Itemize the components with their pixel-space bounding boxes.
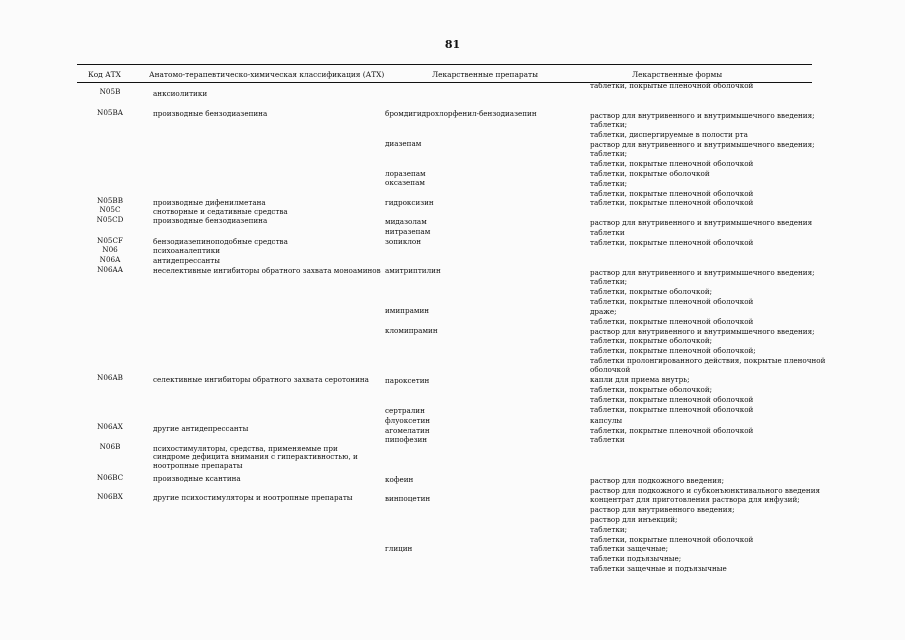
atc-classification: другие антидепрессанты — [153, 424, 249, 433]
dosage-form: таблетки, покрытые пленочной оболочкой — [590, 297, 754, 306]
drug-name: гидроксизин — [385, 198, 434, 207]
dosage-form: таблетки, покрытые пленочной оболочкой — [590, 405, 754, 414]
header-forms: Лекарственные формы — [632, 70, 723, 79]
dosage-form: таблетки, покрытые пленочной оболочкой — [590, 198, 754, 207]
dosage-form: драже; — [590, 307, 617, 316]
drug-name: глицин — [385, 544, 413, 553]
atc-classification: психостимуляторы, средства, применяемые при синдроме дефицита внимания с гиперактивностью, и ноотропные препараты — [153, 444, 358, 470]
dosage-form: раствор для подкожного введения; — [590, 476, 724, 485]
atc-classification: психоаналептики — [153, 246, 221, 255]
dosage-form: таблетки, покрытые пленочной оболочкой — [590, 81, 754, 90]
dosage-form: капсулы — [590, 416, 623, 425]
atc-code: N05B — [99, 87, 121, 96]
dosage-form: таблетки, покрытые оболочкой; — [590, 336, 713, 345]
dosage-form: раствор для внутривенного введения; — [590, 505, 735, 514]
dosage-form: таблетки, покрытые пленочной оболочкой — [590, 189, 754, 198]
atc-classification: производные бензодиазепина — [153, 109, 268, 118]
dosage-form: таблетки защечные и подъязычные — [590, 564, 727, 573]
dosage-form: оболочкой — [590, 365, 631, 374]
drug-name: зопиклон — [385, 237, 422, 246]
atc-classification: бензодиазепиноподобные средства — [153, 237, 288, 246]
drug-name: оксазепам — [385, 178, 425, 187]
atc-classification: селективные ингибиторы обратного захвата серотонина — [153, 375, 369, 384]
dosage-form: раствор для инъекций; — [590, 515, 678, 524]
drug-name: пароксетин — [385, 376, 430, 385]
atc-classification: неселективные ингибиторы обратного захвата моноаминов — [153, 266, 381, 275]
drug-name: сертралин — [385, 406, 425, 415]
atc-code: N05BA — [97, 108, 123, 117]
drug-name: винпоцетин — [385, 494, 431, 503]
drug-name: лоразепам — [385, 169, 426, 178]
drug-name: амитриптилин — [385, 266, 441, 275]
dosage-form: раствор для внутривенного и внутримышечного введения; — [590, 327, 815, 336]
dosage-form: таблетки; — [590, 149, 628, 158]
atc-code: N05BB — [97, 196, 123, 205]
drug-name: пипофезин — [385, 435, 428, 444]
dosage-form: таблетки подъязычные; — [590, 554, 682, 563]
dosage-form: капли для приема внутрь; — [590, 375, 690, 384]
atc-classification: производные ксантина — [153, 474, 241, 483]
dosage-form: концентрат для приготовления раствора для инфузий; — [590, 495, 800, 504]
dosage-form: таблетки, покрытые пленочной оболочкой — [590, 395, 754, 404]
dosage-form: таблетки пролонгированного действия, покрытые пленочной — [590, 356, 826, 365]
dosage-form: таблетки, покрытые оболочкой; — [590, 287, 713, 296]
dosage-form: таблетки, покрытые пленочной оболочкой — [590, 317, 754, 326]
atc-classification: анксиолитики — [153, 89, 208, 98]
atc-code: N06A — [99, 255, 121, 264]
atc-classification: производные дифенилметана — [153, 198, 266, 207]
atc-classification: снотворные и седативные средства — [153, 207, 288, 216]
drug-name: агомелатин — [385, 426, 430, 435]
dosage-form: таблетки, диспергируемые в полости рта — [590, 130, 748, 139]
header-drugs: Лекарственные препараты — [432, 70, 538, 79]
drug-name: флуоксетин — [385, 416, 431, 425]
atc-code: N05C — [99, 205, 121, 214]
dosage-form: таблетки, покрытые пленочной оболочкой — [590, 159, 754, 168]
header-code: Код АТХ — [88, 70, 121, 79]
drug-name: кломипрамин — [385, 326, 438, 335]
atc-classification: антидепрессанты — [153, 256, 220, 265]
atc-classification: другие психостимуляторы и ноотропные препараты — [153, 493, 353, 502]
drug-name: кофеин — [385, 475, 414, 484]
dosage-form: таблетки; — [590, 277, 628, 286]
dosage-form: таблетки; — [590, 120, 628, 129]
dosage-form: раствор для внутривенного и внутримышечного введения — [590, 218, 813, 227]
dosage-form: раствор для внутривенного и внутримышечного введения; — [590, 111, 815, 120]
atc-code: N06 — [102, 245, 118, 254]
page-number: 81 — [444, 38, 461, 51]
dosage-form: таблетки — [590, 228, 625, 237]
atc-classification: производные бензодиазепина — [153, 216, 268, 225]
atc-code: N06AB — [97, 373, 123, 382]
drug-name: мидазолам — [385, 217, 427, 226]
drug-name: диазепам — [385, 139, 422, 148]
dosage-form: таблетки, покрытые пленочной оболочкой; — [590, 346, 756, 355]
dosage-form: таблетки; — [590, 179, 628, 188]
dosage-form: таблетки, покрытые пленочной оболочкой — [590, 238, 754, 247]
atc-code: N06AX — [97, 422, 123, 431]
dosage-form: раствор для внутривенного и внутримышечного введения; — [590, 140, 815, 149]
header-atc: Анатомо-терапевтическо-химическая классификация (АТХ) — [149, 70, 385, 79]
atc-code: N05CD — [96, 215, 124, 224]
atc-code: N06B — [99, 442, 121, 451]
atc-code: N06AA — [97, 265, 123, 274]
dosage-form: раствор для подкожного и субконъюнктивального введения — [590, 486, 821, 495]
dosage-form: таблетки, покрытые пленочной оболочкой — [590, 426, 754, 435]
dosage-form: таблетки — [590, 435, 625, 444]
drug-name: имипрамин — [385, 306, 430, 315]
dosage-form: раствор для внутривенного и внутримышечного введения; — [590, 268, 815, 277]
dosage-form: таблетки защечные; — [590, 544, 669, 553]
atc-code: N05CF — [97, 236, 123, 245]
drug-name: нитразепам — [385, 227, 431, 236]
dosage-form: таблетки, покрытые оболочкой; — [590, 385, 713, 394]
dosage-form: таблетки, покрытые пленочной оболочкой — [590, 535, 754, 544]
dosage-form: таблетки, покрытые оболочкой — [590, 169, 710, 178]
dosage-form: таблетки; — [590, 525, 628, 534]
drug-name: бромдигидрохлорфенил-бензодиазепин — [385, 109, 537, 118]
atc-code: N06BX — [97, 492, 123, 501]
atc-code: N06BC — [96, 473, 124, 482]
